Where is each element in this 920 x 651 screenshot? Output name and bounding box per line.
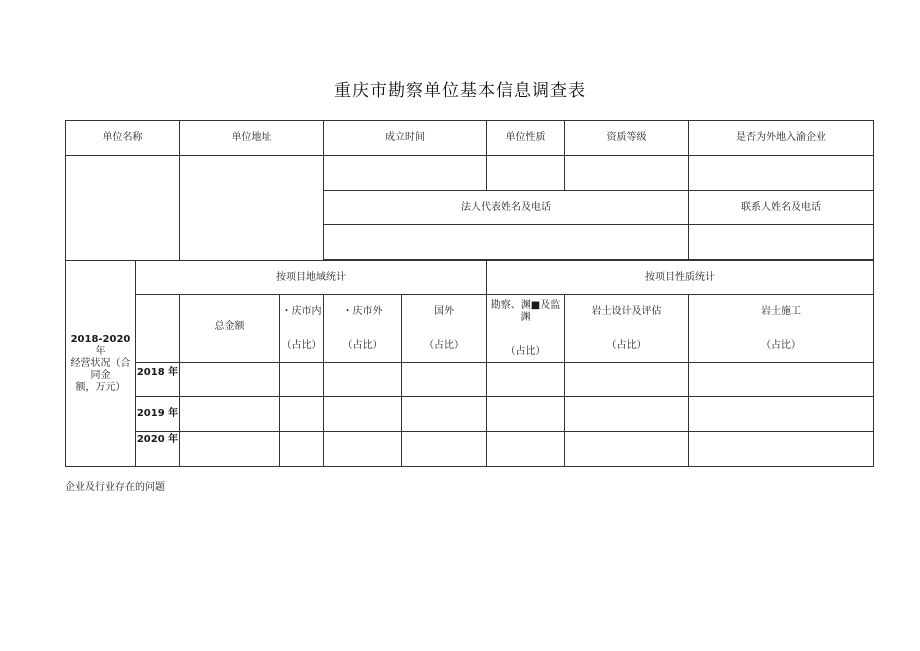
geo-design-ratio: （占比） [606, 339, 647, 351]
unit-nature-header: 单位性质 [487, 121, 565, 156]
unit-nature-cell[interactable] [487, 156, 565, 191]
contact-person-header: 联系人姓名及电话 [689, 191, 874, 225]
year-2018-label: 2018 年 [136, 363, 180, 397]
abroad-2020-cell[interactable] [402, 432, 487, 467]
operations-label-line4: 额，万元） [75, 381, 126, 393]
total-header: 总金额 [180, 295, 280, 363]
geo-construction-2020-cell[interactable] [689, 432, 874, 467]
operations-year-range: 2018-2020 [70, 333, 131, 345]
unit-address-header: 单位地址 [180, 121, 324, 156]
unit-name-header: 单位名称 [66, 121, 180, 156]
abroad-2018-cell[interactable] [402, 363, 487, 397]
geo-construction-2018-cell[interactable] [689, 363, 874, 397]
out-city-2018-cell[interactable] [324, 363, 402, 397]
abroad-ratio: （占比） [424, 339, 464, 351]
established-header: 成立时间 [324, 121, 487, 156]
in-city-header [280, 295, 324, 363]
external-enterprise-cell[interactable] [689, 156, 874, 191]
survey-2018-cell[interactable] [487, 363, 565, 397]
operations-label-line2: 经营状况（合 [70, 357, 131, 369]
operations-year-suffix: 年 [95, 345, 106, 357]
external-enterprise-header: 是否为外地入渝企业 [689, 121, 874, 156]
out-city-ratio: （占比） [342, 339, 383, 351]
abroad-label: 国外 [434, 305, 454, 317]
legal-rep-header: 法人代表姓名及电话 [324, 191, 689, 225]
abroad-header [402, 295, 487, 363]
geo-design-2018-cell[interactable] [565, 363, 689, 397]
in-city-2020-cell[interactable] [280, 432, 324, 467]
survey-2020-cell[interactable] [487, 432, 565, 467]
geo-construction-label: 岩土施工 [761, 305, 801, 317]
in-city-2018-cell[interactable] [280, 363, 324, 397]
by-nature-header: 按项目性质统计 [487, 261, 874, 295]
survey-2019-cell[interactable] [487, 397, 565, 432]
abroad-2019-cell[interactable] [402, 397, 487, 432]
out-city-2020-cell[interactable] [324, 432, 402, 467]
unit-name-cell[interactable] [66, 156, 180, 261]
out-city-label: ・庆市外 [342, 305, 383, 317]
by-region-header: 按项目地域统计 [136, 261, 487, 295]
geo-construction-2019-cell[interactable] [689, 397, 874, 432]
survey-ratio: （占比） [505, 345, 546, 357]
unit-address-cell[interactable] [180, 156, 324, 261]
issues-label: 企业及行业存在的问题 [65, 482, 165, 493]
geo-design-2020-cell[interactable] [565, 432, 689, 467]
established-cell[interactable] [324, 156, 487, 191]
in-city-ratio: （占比） [281, 339, 322, 351]
geo-design-2019-cell[interactable] [565, 397, 689, 432]
year-2019-label: 2019 年 [136, 397, 180, 432]
geo-construction-ratio: （占比） [761, 339, 801, 351]
operations-label [66, 261, 136, 467]
geo-construction-header [689, 295, 874, 363]
out-city-2019-cell[interactable] [324, 397, 402, 432]
qualification-header: 资质等级 [565, 121, 689, 156]
year-label-header [136, 295, 180, 363]
operations-label-line3: 同金 [90, 369, 111, 381]
total-2019-cell[interactable] [180, 397, 280, 432]
survey-table [65, 120, 874, 467]
survey-label: 勘察、渊■及监渊 [490, 299, 561, 323]
year-2020-label: 2020 年 [136, 432, 180, 467]
in-city-2019-cell[interactable] [280, 397, 324, 432]
survey-header [487, 295, 565, 363]
geo-design-header [565, 295, 689, 363]
total-2018-cell[interactable] [180, 363, 280, 397]
in-city-label: ・庆市内 [281, 305, 322, 317]
legal-rep-cell[interactable] [324, 225, 689, 260]
contact-person-cell[interactable] [689, 225, 874, 260]
page-title: 重庆市勘察单位基本信息调查表 [334, 81, 586, 101]
qualification-cell[interactable] [565, 156, 689, 191]
out-city-header [324, 295, 402, 363]
total-2020-cell[interactable] [180, 432, 280, 467]
geo-design-label: 岩土设计及评估 [591, 305, 662, 317]
